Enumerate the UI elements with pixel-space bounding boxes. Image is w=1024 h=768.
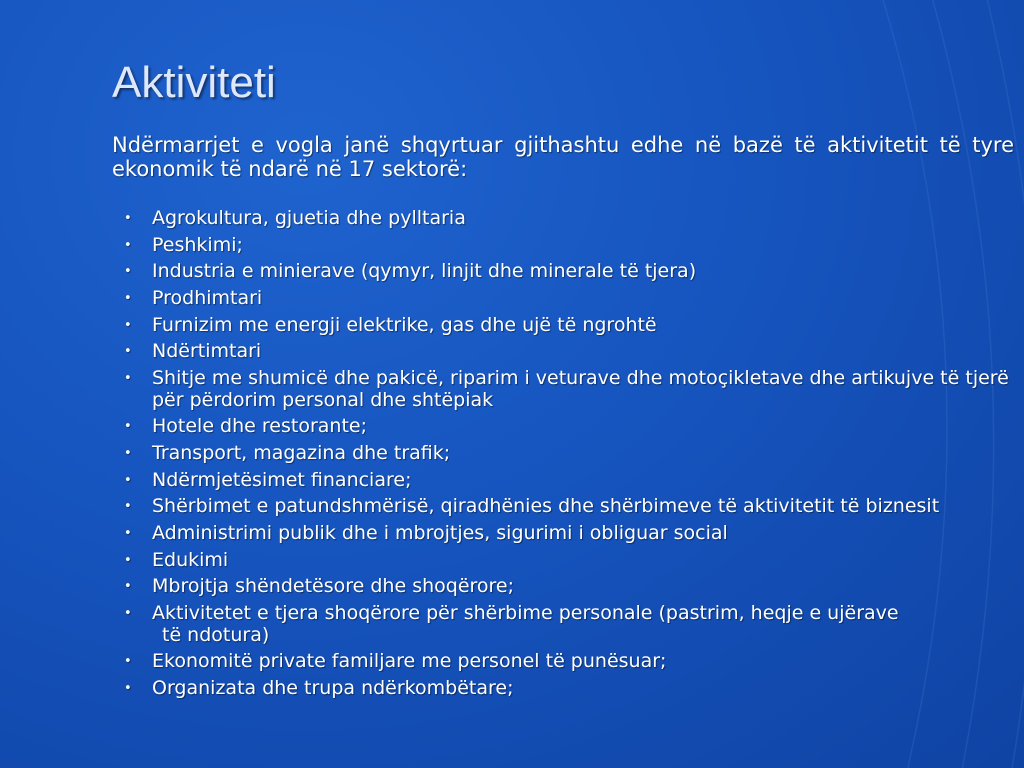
list-item-text: Prodhimtari: [152, 287, 263, 310]
bullet-icon: •: [124, 237, 132, 253]
bullet-icon: •: [124, 291, 132, 307]
bullet-icon: •: [124, 317, 132, 333]
list-item-text: Industria e minierave (qymyr, linjit dhe minerale të tjera): [152, 260, 697, 283]
list-item: [122, 261, 1022, 283]
bullet-icon: •: [124, 579, 132, 595]
bullet-icon: •: [124, 344, 132, 360]
list-item: [122, 470, 1022, 492]
list-item: [122, 288, 1022, 310]
bullet-icon: •: [124, 654, 132, 670]
list-item-text: Ekonomitë private familjare me personel të punësuar;: [152, 650, 667, 673]
list-item-text: Ndërtimtari: [152, 340, 262, 363]
sector-list: [122, 208, 1022, 705]
list-item: [122, 550, 1022, 572]
bullet-icon: •: [124, 526, 132, 542]
bullet-icon: •: [124, 499, 132, 515]
list-item: [122, 496, 1022, 518]
list-item-text: Shitje me shumicë dhe pakicë, riparim i veturave dhe motoçikletave dhe artikujve të tjerë për përdorim personal dhe shtëpiak: [152, 367, 1009, 411]
list-item: [122, 443, 1022, 465]
list-item: [122, 208, 1022, 230]
list-item-continuation: të ndotura): [162, 623, 270, 646]
list-item-text: Edukimi: [152, 548, 229, 571]
list-item-text: Peshkimi;: [152, 233, 243, 256]
intro-paragraph: Ndërmarrjet e vogla janë shqyrtuar gjithashtu edhe në bazë të aktivitetit të tyre ekonomik të ndarë në 17 sektorë:: [112, 133, 1014, 181]
list-item-text: Organizata dhe trupa ndërkombëtare;: [152, 677, 514, 699]
list-item-text: Transport, magazina dhe trafik;: [152, 442, 451, 464]
list-item: [122, 235, 1022, 257]
list-item: [122, 651, 1022, 673]
list-item: [122, 341, 1022, 363]
list-item-text: Hotele dhe restorante;: [152, 415, 367, 438]
list-item-text: Ndërmjetësimet financiare;: [152, 468, 412, 491]
bullet-icon: •: [124, 681, 132, 696]
list-item: [122, 603, 1022, 646]
bullet-icon: •: [124, 264, 132, 280]
list-item: [122, 416, 1022, 438]
list-item: [122, 315, 1022, 337]
bullet-icon: •: [124, 606, 132, 622]
bullet-icon: •: [124, 211, 132, 226]
list-item: [122, 523, 1022, 545]
list-item: [122, 368, 1022, 411]
slide-title: Aktiviteti: [112, 58, 276, 107]
list-item-text: Aktivitetet e tjera shoqërore për shërbime personale (pastrim, heqje e ujërave: [152, 602, 899, 625]
bullet-icon: •: [124, 446, 132, 461]
bullet-icon: •: [124, 371, 132, 387]
list-item: [122, 678, 1022, 700]
bullet-icon: •: [124, 472, 132, 488]
list-item-text: Mbrojtja shëndetësore dhe shoqërore;: [152, 575, 515, 598]
list-item-text: Furnizim me energji elektrike, gas dhe ujë të ngrohtë: [152, 313, 657, 336]
list-item-text: Shërbimet e patundshmërisë, qiradhënies dhe shërbimeve të aktivitetit të biznesit: [152, 495, 940, 518]
list-item: [122, 576, 1022, 598]
bullet-icon: •: [124, 552, 132, 568]
bullet-icon: •: [124, 419, 132, 435]
list-item-text: Administrimi publik dhe i mbrojtjes, sigurimi i obliguar social: [152, 522, 728, 545]
list-item-text: Agrokultura, gjuetia dhe pylltaria: [152, 207, 466, 229]
